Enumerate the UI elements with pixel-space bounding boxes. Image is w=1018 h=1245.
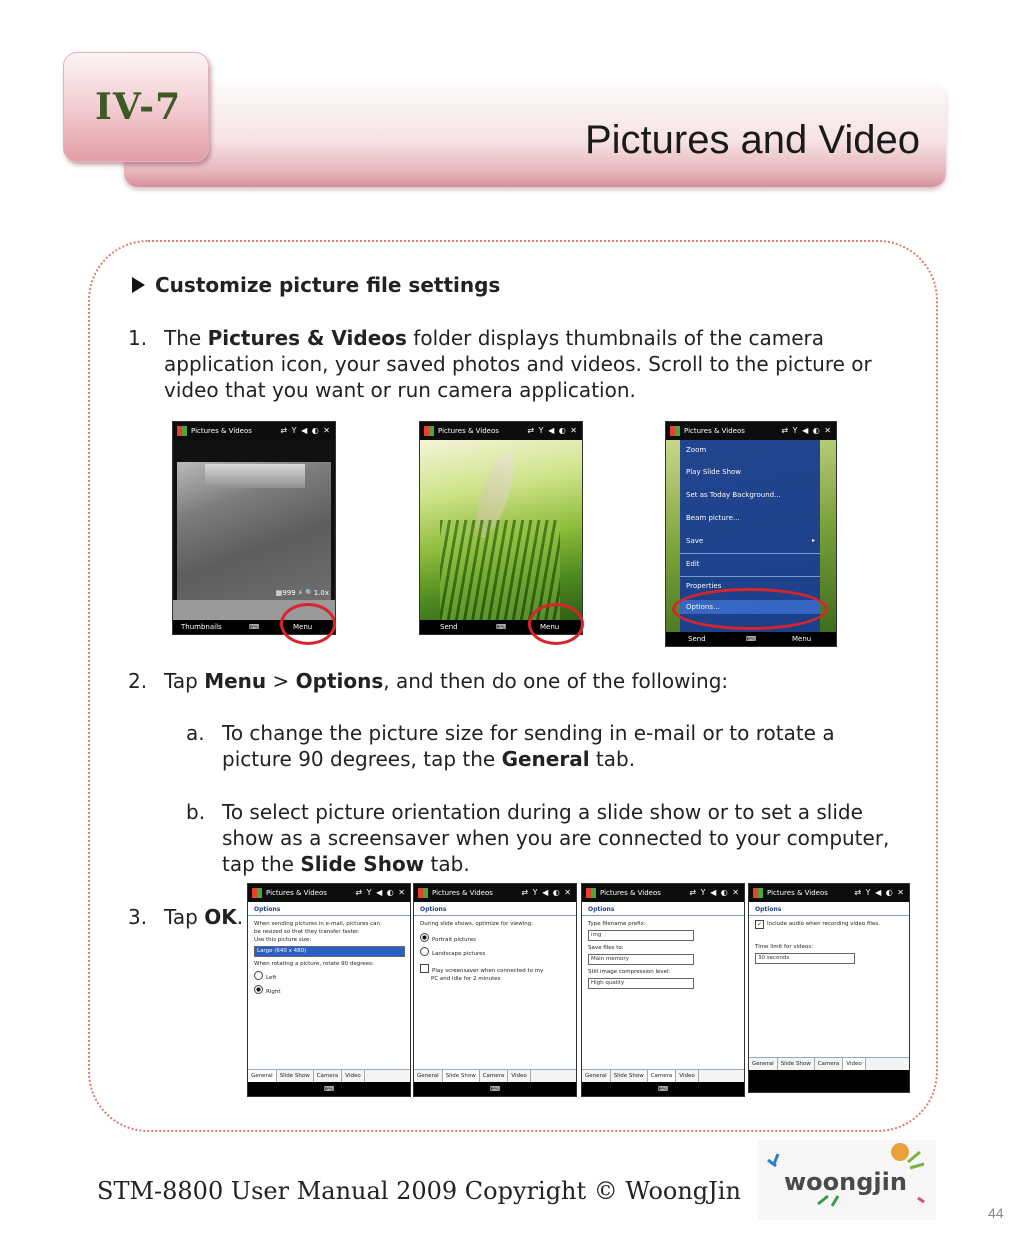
footer-copyright: STM-8800 User Manual 2009 Copyright © WoongJin [97,1177,741,1205]
options-divider [414,915,576,916]
step-3-text [164,904,243,930]
menu-item-zoom[interactable]: Zoom [686,446,707,454]
phone-titlebar [173,422,335,440]
step-text: video that you want or run camera application. [164,378,636,402]
windows-flag-icon [670,426,680,436]
video-options [755,920,904,967]
menu-item-set-background[interactable]: Set as Today Background... [686,491,781,499]
options-tabs [749,1057,909,1070]
options-heading: Options [588,906,615,913]
substep-text: show as a screensaver when you are connected to your computer, [222,826,890,850]
step-text: > [266,669,296,693]
step-number: 2. [128,669,148,693]
step-text: folder displays thumbnails of the camera [406,326,825,350]
phone-app-title: Pictures & Videos [767,889,828,897]
video-text: Time limit for videos: [755,944,814,950]
radio-right[interactable] [254,985,263,994]
keyboard-icon[interactable]: ⌨ [249,623,260,631]
step-text: The [164,326,208,350]
step-text: Tap [164,905,205,929]
checkbox-label: Include audio when recording video files. [767,921,880,927]
options-screen-video [748,883,910,1093]
softkey-bar [582,1082,744,1096]
grass-photo [420,440,582,620]
audio-checkbox[interactable]: ✓ [756,921,763,928]
step-text: , and then do one of the following: [383,669,729,693]
radio-label: Landscape pictures [432,951,486,957]
phone-app-title: Pictures & Videos [684,427,745,435]
tab-camera[interactable]: Camera [815,1058,844,1070]
menu-item-slideshow[interactable]: Play Slide Show [686,468,742,476]
options-divider [749,915,909,916]
step-text: application icon, your saved photos and videos. Scroll to the picture or [164,352,872,376]
phone-app-title: Pictures & Videos [438,427,499,435]
page-number: 44 [988,1205,1004,1221]
substep-letter: a. [186,721,205,745]
status-icons: ⇄ Y ◀ ◐ ✕ [355,888,406,897]
general-options [254,920,405,996]
camera-text: Still image compression level: [588,969,671,975]
radio-portrait[interactable] [420,933,429,942]
highlight-circle [528,603,584,645]
general-text: When sending pictures in e-mail, pictures can [254,921,380,927]
menu-divider [680,553,820,554]
windows-flag-icon [418,888,428,898]
step-text: . [236,905,244,929]
softkey-bar [749,1070,909,1092]
tab-camera[interactable]: Camera [648,1070,677,1082]
slideshow-options [420,920,571,983]
radio-label: Right [266,989,281,995]
filename-prefix-input[interactable]: img [588,930,694,941]
keyboard-icon[interactable]: ⌨ [490,1085,501,1093]
status-icons: ⇄ Y ◀ ◐ ✕ [854,888,905,897]
menu-item-edit[interactable]: Edit [686,560,700,568]
substep-text: tap the [222,852,301,876]
step-bold: OK [204,905,237,929]
tab-slide-show[interactable]: Slide Show [611,1070,648,1082]
section-heading-text: Customize picture file settings [155,273,501,297]
menu-item-options[interactable]: Options... [686,603,720,611]
camera-options [588,920,694,992]
triangle-bullet-icon [132,277,145,293]
highlight-circle [672,588,828,630]
highlight-circle [280,603,336,645]
radio-left[interactable] [254,971,263,980]
options-screen-slideshow [413,883,577,1097]
softkey-send[interactable]: Send [688,635,706,643]
screensaver-checkbox[interactable] [420,964,429,973]
phone-app-title: Pictures & Videos [600,889,661,897]
substep-text: tab. [424,852,470,876]
step-number: 3. [128,905,148,929]
tab-general[interactable]: General [414,1070,443,1082]
substep-letter: b. [186,800,206,824]
save-location-select[interactable]: Main memory [588,954,694,965]
status-icons: ⇄ Y ◀ ◐ ✕ [280,426,331,435]
step-bold: Options [295,669,384,693]
time-limit-select[interactable]: 30 seconds [755,953,855,964]
menu-item-properties[interactable]: Properties [686,582,722,590]
options-screen-camera [581,883,745,1097]
keyboard-icon[interactable]: ⌨ [746,635,757,643]
status-icons: ⇄ Y ◀ ◐ ✕ [781,426,832,435]
tab-camera[interactable]: Camera [314,1070,343,1082]
substep-bold: Slide Show [300,852,425,876]
softkey-menu[interactable]: Menu [792,635,812,643]
substep-text: To change the picture size for sending in e-mail or to rotate a [222,721,835,745]
substep-text: To select picture orientation during a slide show or to set a slide [222,800,863,824]
general-text: When rotating a picture, rotate 90 degrees: [254,961,374,967]
phone-titlebar [248,884,410,902]
tab-video[interactable]: Video [843,1058,865,1070]
keyboard-icon[interactable]: ⌨ [496,623,507,631]
phone-titlebar [420,422,582,440]
phone-titlebar [414,884,576,902]
phone-app-title: Pictures & Videos [266,889,327,897]
options-tabs [414,1069,576,1082]
phone-titlebar [666,422,836,440]
page-title: Pictures and Video [584,118,920,162]
radio-label: Left [266,975,277,981]
options-heading: Options [755,906,782,913]
picture-size-select[interactable]: Large (640 x 480) [254,946,405,957]
menu-item-beam[interactable]: Beam picture... [686,514,740,522]
phone-app-title: Pictures & Videos [432,889,493,897]
radio-landscape[interactable] [420,947,429,956]
tab-general[interactable]: General [749,1058,778,1070]
camera-viewfinder [177,462,331,600]
status-icons: ⇄ Y ◀ ◐ ✕ [527,426,578,435]
compression-select[interactable]: High quality [588,978,694,989]
softkey-send[interactable]: Send [440,623,458,631]
logo-graphic [758,1140,936,1220]
status-icons: ⇄ Y ◀ ◐ ✕ [521,888,572,897]
options-divider [582,915,744,916]
options-divider [248,915,410,916]
camera-status: ▦999 ⚡ 🔍1.0x [275,589,329,597]
camera-text: Type filename prefix: [588,921,646,927]
windows-flag-icon [177,426,187,436]
softkey-left[interactable]: Thumbnails [181,623,222,631]
options-tabs [582,1069,744,1082]
softkey-menu[interactable]: Menu [293,623,313,631]
step-2-text [164,668,728,694]
windows-flag-icon [586,888,596,898]
softkey-menu[interactable]: Menu [540,623,560,631]
options-screen-general [247,883,411,1097]
phone-titlebar [749,884,909,902]
softkey-bar [248,1082,410,1096]
tab-video[interactable]: Video [342,1070,364,1082]
logo-text: woongjin [784,1168,907,1196]
tab-slide-show[interactable]: Slide Show [277,1070,314,1082]
tab-general[interactable]: General [582,1070,611,1082]
menu-divider [680,576,820,577]
tab-video[interactable]: Video [676,1070,698,1082]
substep-a-text [222,720,922,772]
submenu-arrow-icon: ▸ [812,537,816,544]
windows-flag-icon [252,888,262,898]
woongjin-logo [758,1140,936,1220]
tab-camera[interactable]: Camera [480,1070,509,1082]
windows-flag-icon [424,426,434,436]
slideshow-text: During slide shows, optimize for viewing: [420,921,534,927]
status-icons: ⇄ Y ◀ ◐ ✕ [689,888,740,897]
zoom-level: 1.0x [313,589,329,597]
general-text: be resized so that they transfer faster. [254,929,360,935]
keyboard-icon[interactable]: ⌨ [658,1085,669,1093]
substep-text: tab. [589,747,636,771]
phone-app-title: Pictures & Videos [191,427,252,435]
checkbox-label: Play screensaver when connected to my [432,968,544,974]
options-heading: Options [254,906,281,913]
step-number: 1. [128,326,148,350]
options-tabs [248,1069,410,1082]
step-text: Tap [164,669,205,693]
tab-slide-show[interactable]: Slide Show [443,1070,480,1082]
substep-b-text [222,799,922,877]
step-bold: Menu [204,669,267,693]
substep-text: picture 90 degrees, tap the [222,747,502,771]
shot-counter: 999 [282,589,296,597]
tab-slide-show[interactable]: Slide Show [778,1058,815,1070]
camera-text: Save files to: [588,945,624,951]
step-bold: Pictures & Videos [207,326,407,350]
keyboard-icon[interactable]: ⌨ [324,1085,335,1093]
section-number: IV-7 [95,86,182,128]
softkey-bar [666,632,836,646]
checkbox-label: PC and idle for 2 minutes [431,976,501,982]
softkey-bar [414,1082,576,1096]
tab-general[interactable]: General [248,1070,277,1082]
tab-video[interactable]: Video [508,1070,530,1082]
step-1-text [164,325,924,403]
section-heading [132,272,500,298]
options-heading: Options [420,906,447,913]
phone-titlebar [582,884,744,902]
windows-flag-icon [753,888,763,898]
radio-label: Portrait pictures [432,937,477,943]
viewfinder-object [205,464,305,488]
general-text: Use this picture size: [254,937,312,943]
menu-item-save[interactable]: Save [686,537,704,545]
substep-bold: General [501,747,590,771]
